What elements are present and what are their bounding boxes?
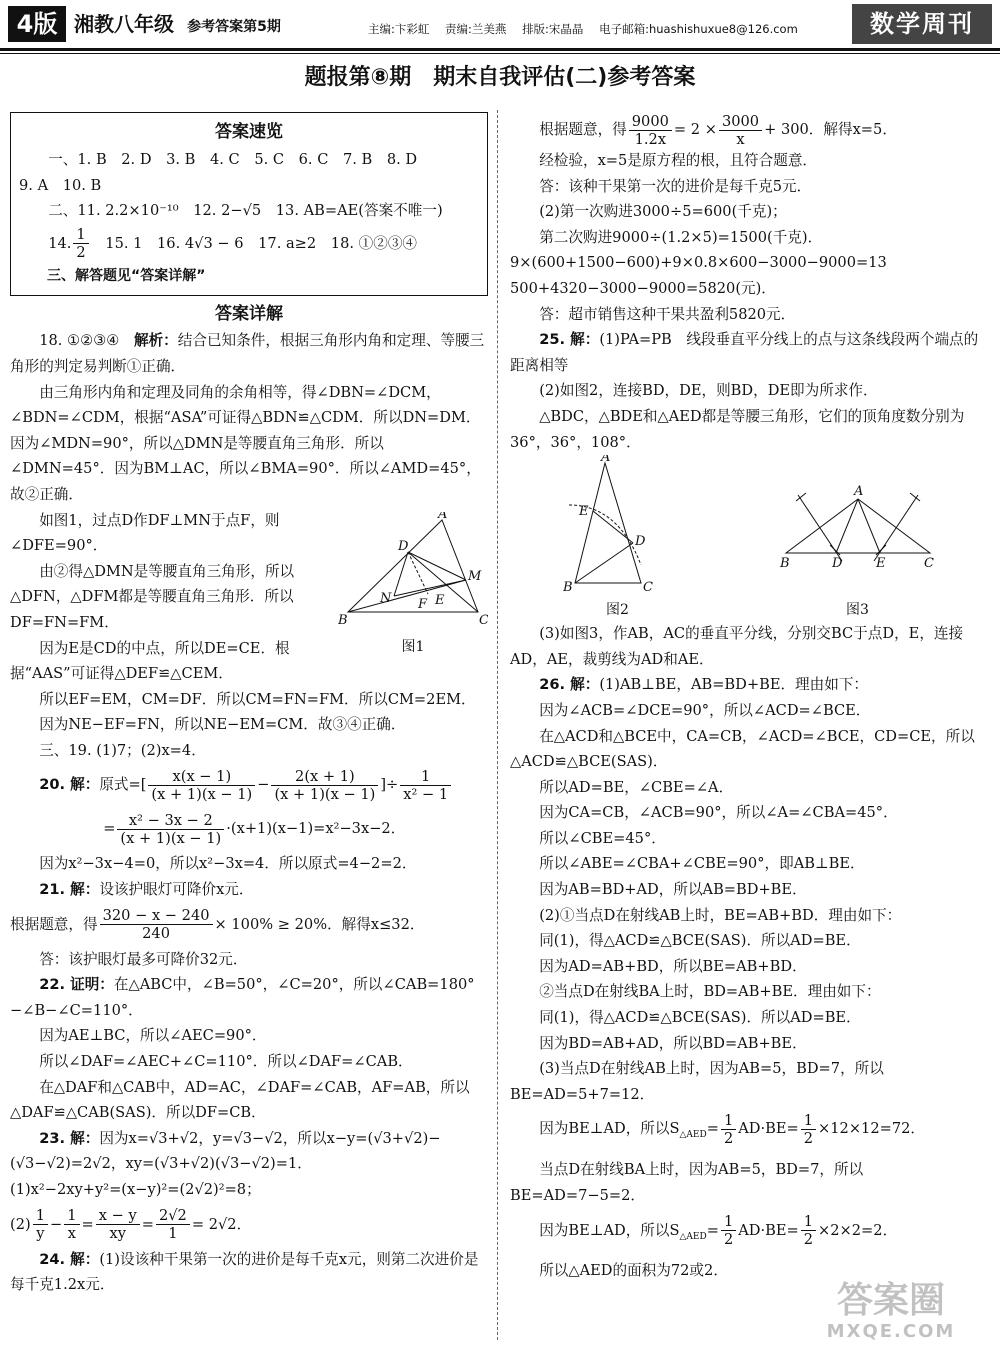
q24-answer-1: 答：该种干果第一次的进价是每千克5元． xyxy=(539,177,812,195)
figure-2-diagram xyxy=(563,455,673,593)
q21-setup: 21. 解：设该护眼灯可降价x元． xyxy=(39,881,254,899)
q20-conclusion: 因为x²−3x−4=0，所以x²−3x=4．所以原式=4−2=2． xyxy=(39,855,417,873)
svg-text:C: C xyxy=(479,612,488,628)
q23-part-1: (1)x²−2xy+y²=(x−y)²=(2√2)²=8； xyxy=(10,1181,261,1198)
q26-line-g: 所以∠ABE=∠CBA+∠CBE=90°，即AB⊥BE． xyxy=(539,855,865,873)
q18-para-4: 由②得△DMN是等腰直角三角形，所以△DFN，△DFM都是等腰直角三角形．所以DF=FN=FM． xyxy=(10,562,295,631)
svg-text:A: A xyxy=(853,483,863,499)
quick-line-4: 14. $\frac{1}{2}$ 15. 1 16. 4√3 − 6 17. a≥2 18. ①②③④ xyxy=(48,226,418,262)
q24-answer-2: 答：超市销售这种干果共盈利5820元． xyxy=(539,305,796,323)
svg-text:A: A xyxy=(438,511,448,522)
q22-para-2: 因为AE⊥BC，所以∠AEC=90°． xyxy=(39,1027,267,1045)
q23-para-1: 23. 解：因为x=√3+√2，y=√3−√2，所以x−y=(√3+√2)−(√3−√2)=2√2，xy=(√3+√2)(√3−√2)=1． xyxy=(10,1129,441,1173)
q24-part-2b: 第二次购进9000÷(1.2×5)=1500(千克)． xyxy=(539,228,823,246)
q26-line-o: (3)当点D在射线AB上时，因为AB=5，BD=7，所以BE=AD=5+7=12． xyxy=(510,1060,884,1103)
figure-2-caption: 图2 xyxy=(606,602,629,619)
q18-para-1: 18. ①②③④ 解析：结合已知条件，根据三角形内角和定理、等腰三角形的判定易判断①正确． xyxy=(10,332,485,375)
svg-text:N: N xyxy=(380,590,392,606)
q21-answer: 答：该护眼灯最多可降价32元． xyxy=(39,950,248,968)
q26-line-d: 所以AD=BE，∠CBE=∠A． xyxy=(539,778,734,796)
q25-part-1: 25. 解：(1)PA=PB 线段垂直平分线上的点与这条线段两个端点的距离相等 xyxy=(510,331,979,374)
q22-para-4: 在△DAF和△CAB中，AD=AC，∠DAF=∠CAB，AF=AB，所以△DAF≌△CAB(SAS)．所以DF=CB． xyxy=(10,1078,470,1122)
quick-line-1: 一、1. B 2. D 3. B 4. C 5. C 6. C 7. B 8. D xyxy=(48,151,418,168)
q26-line-b: 因为∠ACB=∠DCE=90°，所以∠ACD=∠BCE． xyxy=(539,701,871,719)
q18-para-2: 由三角形内角和定理及同角的余角相等，得∠DBN=∠DCM，∠BDN=∠CDM，根据“ASA”可证得△BDN≌△CDM．所以DN=DM．因为∠MDN=90°，所以△DMN是等腰直角三角形．所以∠DMN=45°．因为BM⊥AC，所以∠BMA=90°．所以∠AMD=45°，故②正确． xyxy=(10,383,481,503)
q26-line-m: 同(1)，得△ACD≌△BCE(SAS)．所以AD=BE． xyxy=(539,1009,861,1027)
svg-text:A: A xyxy=(600,454,610,465)
q24-part-2a: (2)第一次购进3000÷5=600(千克)； xyxy=(539,203,787,221)
q25-part-2: (2)如图2，连接BD，DE，则BD，DE即为所求作． xyxy=(539,382,878,400)
q19-answer: 三、19. (1)7；(2)x=4． xyxy=(39,741,206,759)
page-badge: 4版 xyxy=(8,6,66,42)
q26-part-1: 26. 解：(1)AB⊥BE，AB=BD+BE．理由如下： xyxy=(539,676,869,694)
figure-3-diagram xyxy=(778,483,938,593)
q26-line-q: 当点D在射线BA上时，因为AB=5，BD=7，所以BE=AD=7−5=2． xyxy=(510,1161,864,1204)
layout-editor: 排版:宋晶晶 xyxy=(522,22,584,36)
masthead xyxy=(0,0,1000,46)
q18-figure-block xyxy=(10,508,488,687)
svg-text:M: M xyxy=(468,568,482,584)
paper-logo: 数学周刊 xyxy=(852,4,992,44)
figure-1-caption: 图1 xyxy=(401,639,425,656)
figure-2 xyxy=(563,455,673,620)
q22-para-3: 所以∠DAF=∠AEC+∠C=110°．所以∠DAF=∠CAB． xyxy=(39,1053,413,1071)
q26-area-1: 因为BE⊥AD，所以$S_{\triangle AED}=$ $\frac{1}{2}$ AD·BE= $\frac{1}{2}$ ×12×12=72． xyxy=(539,1111,926,1147)
email: 电子邮箱:huashishuxue8@126.com xyxy=(599,22,798,36)
q26-line-n: 因为BD=AB+AD，所以BD=AB+BE． xyxy=(539,1034,807,1052)
figure-1 xyxy=(338,511,488,656)
q18-para-5: 因为E是CD的中点，所以DE=CE．根据“AAS”可证得△DEF≌△CEM． xyxy=(10,639,290,683)
q18-para-7: 因为NE−EF=FN，所以NE−EM=CM．故③④正确． xyxy=(39,716,406,734)
quick-answers-box xyxy=(10,112,488,296)
q26-line-i: (2)①当点D在射线AB上时，BE=AB+BD．理由如下： xyxy=(539,906,902,924)
svg-text:C: C xyxy=(642,579,653,593)
q26-line-j: 同(1)，得△ACD≌△BCE(SAS)．所以AD=BE． xyxy=(539,932,861,950)
quick-line-3: 二、11. 2.2×10⁻¹⁰ 12. 2−√5 13. AB=AE(答案不唯一) xyxy=(48,202,443,220)
detail-title: 答案详解 xyxy=(215,304,283,325)
svg-text:B: B xyxy=(338,612,348,628)
watermark-logo xyxy=(796,1281,986,1345)
q26-line-k: 因为AD=AB+BD，所以BE=AB+BD． xyxy=(539,957,807,975)
q25-part-2b: △BDC，△BDE和△AED都是等腰三角形，它们的顶角度数分别为36°，36°，108°． xyxy=(510,407,965,451)
duty-editor: 责编:兰美燕 xyxy=(445,22,507,36)
q26-line-f: 所以∠CBE=45°． xyxy=(539,829,666,847)
q26-area-2: 因为BE⊥AD，所以$S_{\triangle AED}=$ $\frac{1}{2}$ AD·BE= $\frac{1}{2}$ ×2×2=2． xyxy=(539,1213,898,1248)
svg-text:D: D xyxy=(398,538,409,554)
q22-para-1: 22. 证明：在△ABC中，∠B=50°，∠C=20°，所以∠CAB=180°−∠B−∠C=110°． xyxy=(10,976,475,1019)
svg-text:D: D xyxy=(831,555,842,571)
q23-part-2: (2) $\frac{1}{y}$ − $\frac{1}{x}$ = $\frac{x - y}{xy}$ = $\frac{2√2}{1}$ = 2√2． xyxy=(10,1207,252,1243)
watermark-text: 答案圈 xyxy=(836,1280,945,1321)
left-column xyxy=(10,112,488,1298)
quick-line-5: 三、解答题见“答案详解” xyxy=(47,267,206,284)
svg-text:F: F xyxy=(418,596,428,612)
q26-line-h: 因为AB=BD+AD，所以AB=BD+BE． xyxy=(539,881,807,899)
svg-text:D: D xyxy=(634,533,645,549)
figures-2-3 xyxy=(510,454,990,619)
header-rule-thin xyxy=(0,53,1000,54)
editor-credits xyxy=(368,21,810,37)
q20-expr-1: 20. 解：原式=[ $\frac{x(x - 1)}{(x + 1)(x - 1)}$ − $\frac{2(x + 1)}{(x + 1)(x - 1)}$ ]÷ $\frac{1}{\text{x² − 1}}$ xyxy=(10,763,488,807)
chief-editor: 主编:卞彩虹 xyxy=(368,22,430,36)
right-column xyxy=(510,112,990,1284)
svg-text:E: E xyxy=(578,503,588,519)
q24-equation: 根据题意，得 $\frac{9000}{1.2x}$ = 2 × $\frac{3000}{x}$ + 300．解得x=5． xyxy=(539,112,897,148)
figure-3 xyxy=(778,483,938,620)
quick-answers-title: 答案速览 xyxy=(215,122,283,142)
q24-check: 经检验，x=5是原方程的根，且符合题意． xyxy=(539,152,818,169)
edition-name: 湘教八年级 xyxy=(74,12,174,36)
q26-line-c: 在△ACD和△BCE中，CA=CB，∠ACD=∠BCE，CD=CE，所以△ACD≌△BCE(SAS)． xyxy=(510,727,975,771)
svg-text:E: E xyxy=(435,592,445,608)
q21-inequality: 根据题意，得 $\frac{320 - x - 240}{240}$ × 100% ≥ 20%．解得x≤32． xyxy=(10,907,425,943)
q26-line-l: ②当点D在射线BA上时，BD=AB+BE．理由如下： xyxy=(539,983,881,1001)
q18-para-6: 所以EF=EM，CM=DF．所以CM=FN=FM．所以CM=2EM． xyxy=(39,690,476,708)
page-title: 题报第⑧期 期末自我评估(二)参考答案 xyxy=(304,65,696,90)
svg-text:C: C xyxy=(923,555,934,571)
q25-part-3: (3)如图3，作AB，AC的垂直平分线，分别交BC于点D，E，连接AD，AE，裁剪线为AD和AE． xyxy=(510,625,964,668)
issue-name: 参考答案第5期 xyxy=(187,19,281,35)
q26-line-e: 因为CA=CB，∠ACB=90°，所以∠A=∠CBA=45°． xyxy=(539,804,898,822)
q24-part-2c: 9×(600+1500−600)+9×0.8×600−3000−9000=13 500+4320−3000−9000=5820(元)． xyxy=(510,254,887,297)
watermark-url: MXQE.COM xyxy=(826,1321,956,1342)
svg-text:B: B xyxy=(562,579,573,593)
quick-line-2: 9. A 10. B xyxy=(19,176,102,194)
svg-text:E: E xyxy=(875,555,885,571)
q24-para-1: 24. 解：(1)设该种干果第一次的进价是每千克x元，则第二次进价是每千克1.2x元． xyxy=(10,1250,479,1294)
header-rule xyxy=(0,48,1000,51)
column-divider xyxy=(497,110,498,1340)
q18-para-3: 如图1，过点D作DF⊥MN于点F，则∠DFE=90°． xyxy=(10,511,280,555)
figure-1-diagram xyxy=(338,512,488,630)
edition-info xyxy=(74,8,281,37)
figure-3-caption: 图3 xyxy=(846,602,869,619)
q26-conclusion: 所以△AED的面积为72或2． xyxy=(539,1262,728,1280)
q20-expr-2: = $\frac{\text{x² − 3x − 2}}{(x + 1)(x - 1)}$ ·(x+1)(x−1)=x²−3x−2． xyxy=(103,811,406,847)
fraction: $\frac{1}{2}$ xyxy=(73,226,88,261)
svg-text:B: B xyxy=(779,555,790,571)
